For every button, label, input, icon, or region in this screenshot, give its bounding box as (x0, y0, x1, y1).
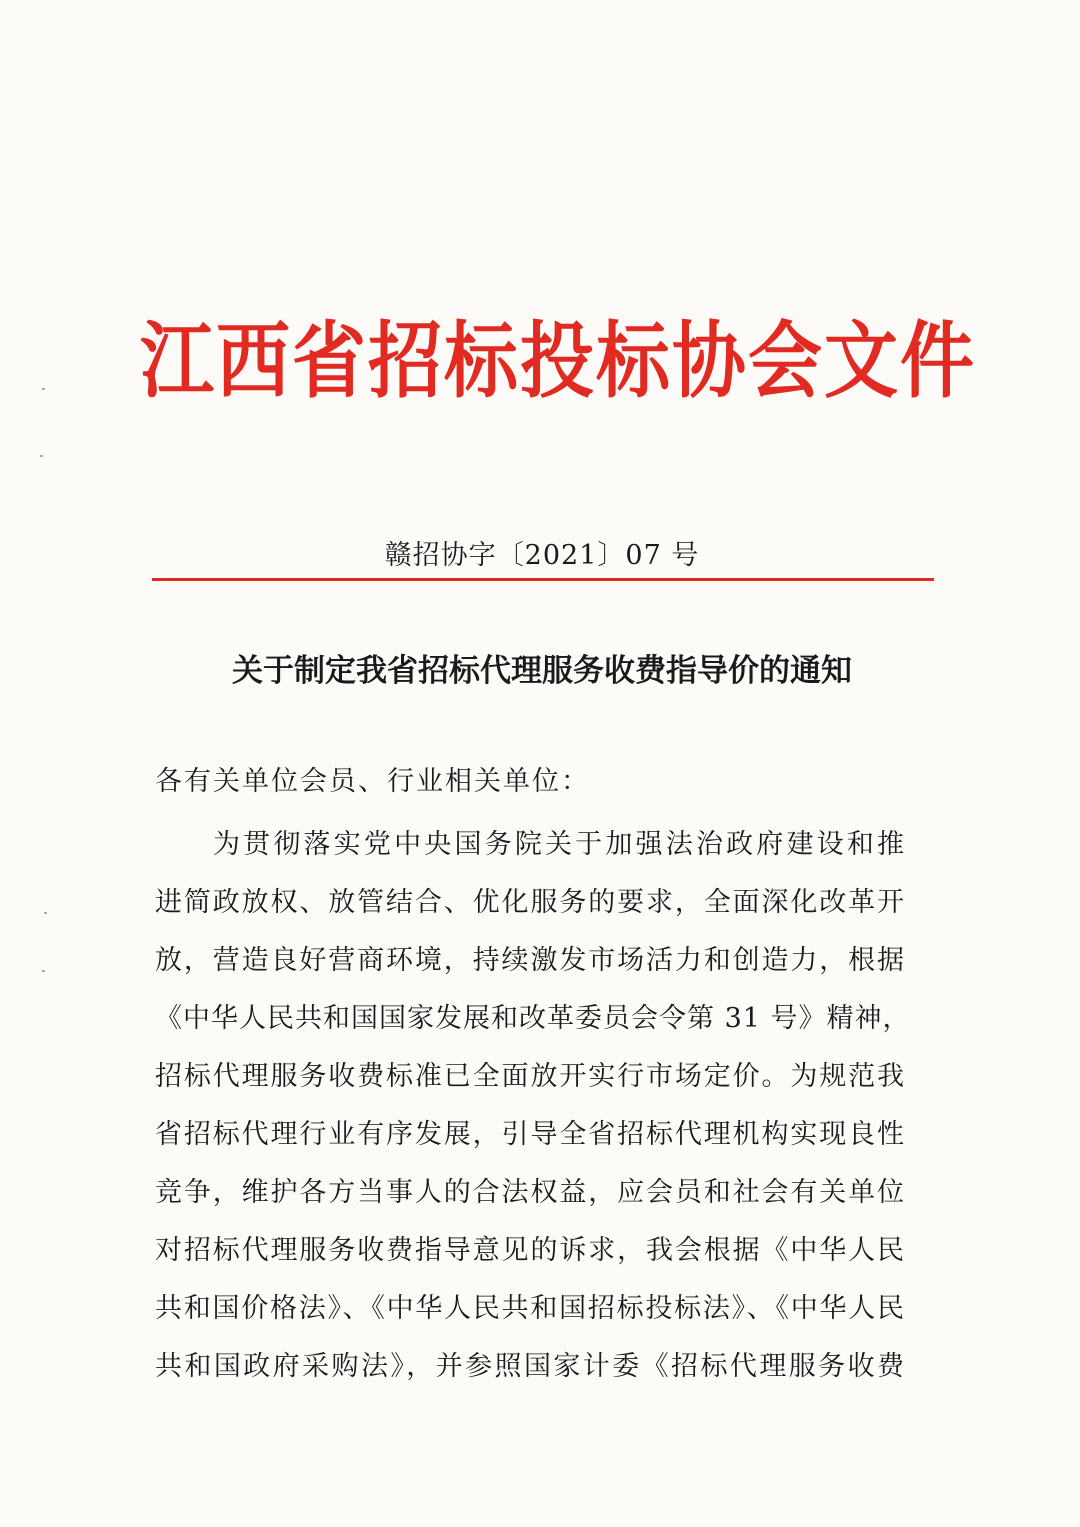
scan-speck (44, 912, 47, 914)
document-number: 赣招协字〔2021〕07 号 (384, 540, 700, 571)
red-divider-line (152, 578, 934, 581)
body-line: 放，营造良好营商环境，持续激发市场活力和创造力，根据 (155, 945, 905, 976)
notice-subject-title: 关于制定我省招标代理服务收费指导价的通知 (232, 653, 852, 689)
body-line: 对招标代理服务收费指导意见的诉求，我会根据《中华人民 (155, 1235, 905, 1266)
scan-speck (42, 970, 45, 972)
body-line: 为贯彻落实党中央国务院关于加强法治政府建设和推 (213, 829, 905, 860)
document-header-title: 江西省招标投标协会文件 (140, 313, 976, 410)
scan-speck (40, 455, 43, 457)
body-line: 共和国价格法》、《中华人民共和国招标投标法》、《中华人民 (155, 1293, 905, 1324)
body-line: 省招标代理行业有序发展，引导全省招标代理机构实现良性 (155, 1119, 905, 1150)
salutation: 各有关单位会员、行业相关单位： (155, 766, 590, 797)
scan-speck (42, 388, 45, 390)
body-line: 竞争，维护各方当事人的合法权益，应会员和社会有关单位 (155, 1177, 905, 1208)
body-paragraph (155, 826, 911, 1406)
body-line: 共和国政府采购法》，并参照国家计委《招标代理服务收费 (155, 1351, 905, 1382)
body-line: 招标代理服务收费标准已全面放开实行市场定价。为规范我 (155, 1061, 905, 1092)
body-line: 进简政放权、放管结合、优化服务的要求，全面深化改革开 (155, 887, 905, 918)
body-line: 《中华人民共和国国家发展和改革委员会令第 31 号》精神， (155, 1003, 911, 1034)
